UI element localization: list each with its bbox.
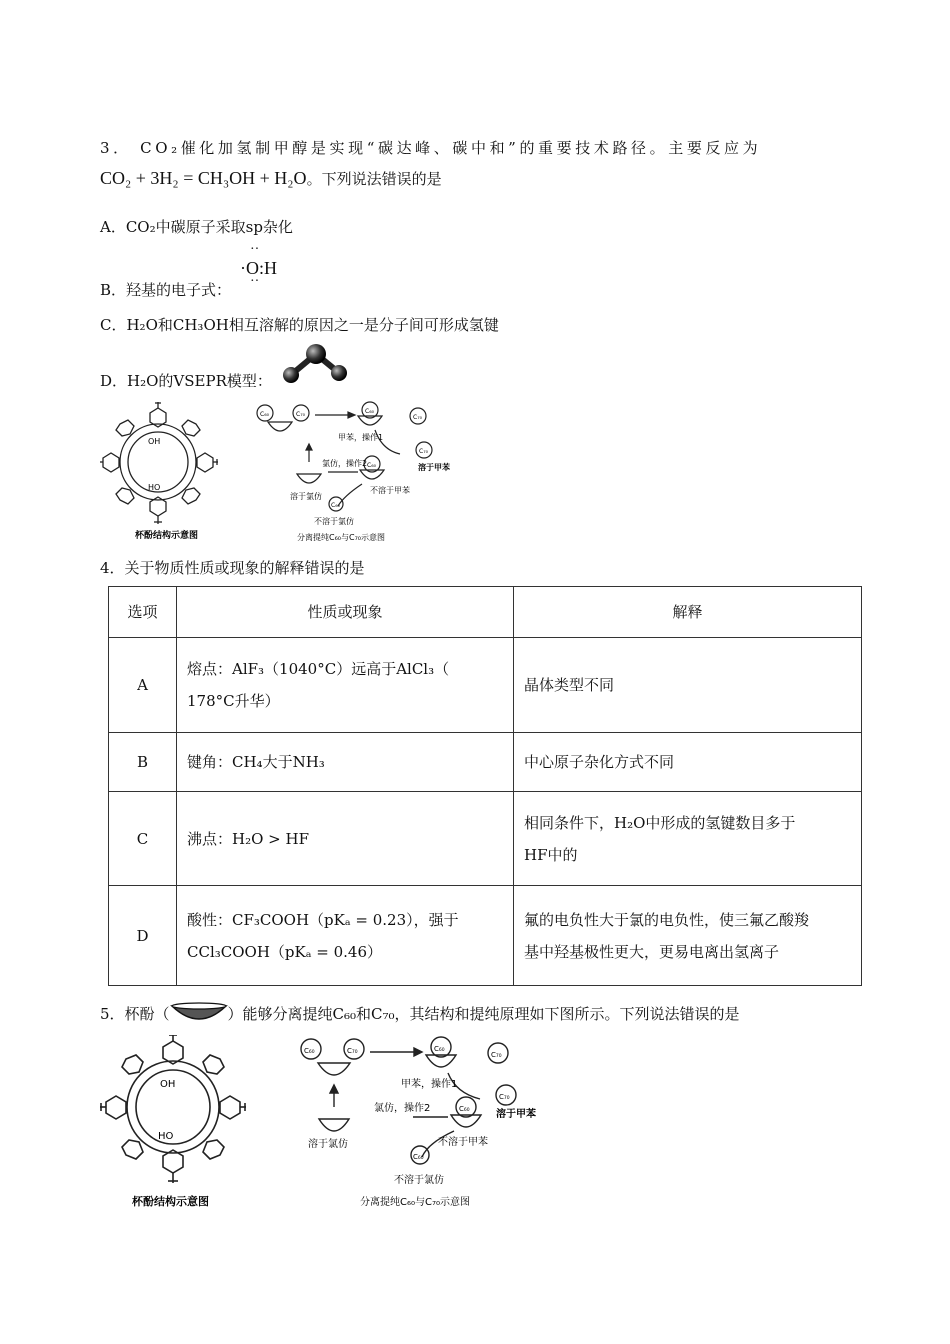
lone-pair-top-icon: ·· [250,242,260,257]
small-c60-1: C₆₀ [260,411,269,418]
figure-small [100,400,460,546]
table-header-cell: 选项 [109,587,177,638]
explanation-cell [514,638,862,733]
table-row [109,638,862,733]
large-c70-3: C₇₀ [499,1093,510,1101]
phenomenon-line: 沸点：H₂O > HF [187,829,309,848]
table-row [109,733,862,792]
large-left-caption: 杯酚结构示意图 [132,1195,209,1208]
hydroxyl-electron-formula [240,242,310,292]
q3-stem-line1: 3． CO₂催化加氢制甲醇是实现“碳达峰、碳中和”的重要技术路径。主要反应为 [100,139,762,157]
phenomenon-cell [177,638,514,733]
small-label-toluene-op1: 甲苯，操作1 [338,433,384,442]
large-label-insoluble-chloroform: 不溶于氯仿 [394,1175,444,1186]
explanation-line: 中心原子杂化方式不同 [524,753,675,771]
explanation-cell [514,792,862,886]
explanation-cell [514,886,862,986]
explanation-line: HF中的 [524,845,578,864]
explanation-line: 晶体类型不同 [524,676,615,694]
phenomenon-cell [177,792,514,886]
q5-stem [100,1002,740,1024]
large-right-caption: 分离提纯C₆₀与C₇₀示意图 [360,1197,470,1208]
calix-bowl-icon [170,1002,228,1022]
option-cell: A [109,638,177,733]
small-c70-3: C₇₀ [419,448,428,455]
q3-option-b: B．羟基的电子式： [100,281,232,299]
large-label-chloroform-op2: 氯仿，操作2 [374,1103,431,1114]
ho-label: HO [158,1131,174,1142]
hydroxyl-formula-text: ·O:H [240,258,277,278]
small-label-dissolve-chloroform: 溶于氯仿 [290,492,322,501]
large-c60-3: C₆₀ [459,1105,470,1113]
vsepr-model-icon [280,342,352,386]
explanation-line: 氟的电负性大于氯的电负性，使三氟乙酸羧 [524,910,810,929]
q3-stem-tail: 。下列说法错误的是 [306,170,442,188]
figure-large [98,1035,558,1215]
phenomenon-line: CCl₃COOH（pKₐ = 0.46） [187,942,383,961]
q4-table [108,586,862,986]
explanation-cell [514,733,862,792]
lone-pair-bottom-icon: ·· [250,274,260,289]
small-c60-4: C₆₀ [331,502,340,509]
large-label-dissolve-toluene: 溶于甲苯 [496,1109,536,1120]
small-label-dissolve-toluene: 溶于甲苯 [418,463,450,472]
ho-label: HO [148,483,161,492]
option-cell: D [109,886,177,986]
large-c60-4: C₆₀ [413,1153,424,1161]
small-right-caption: 分离提纯C₆₀与C₇₀示意图 [297,533,385,542]
large-c60-2: C₆₀ [434,1045,445,1053]
calixarene-structure-large-icon [100,1035,246,1183]
large-c70-2: C₇₀ [491,1051,502,1059]
q3-option-a: A．CO₂中碳原子采取sp杂化 [100,218,293,236]
explanation-line: 基中羟基极性更大，更易电离出氢离子 [524,942,780,961]
small-c70-1: C₇₀ [296,411,305,418]
q4-stem: 4．关于物质性质或现象的解释错误的是 [100,559,365,577]
large-label-toluene-op1: 甲苯，操作1 [401,1079,458,1090]
oh-label: OH [160,1079,176,1090]
q3-stem-line2 [100,168,442,189]
large-c70-1: C₇₀ [347,1047,358,1055]
option-cell: C [109,792,177,886]
phenomenon-line: 熔点：AlF₃（1040°C）远高于AlCl₃（ [187,660,450,678]
table-header-row [109,587,862,638]
q5-stem-suffix: ）能够分离提纯C₆₀和C₇₀，其结构和提纯原理如下图所示。下列说法错误的是 [227,1005,740,1023]
large-label-dissolve-chloroform: 溶于氯仿 [308,1139,348,1150]
small-label-insoluble-toluene: 不溶于甲苯 [370,486,410,495]
large-label-insoluble-toluene: 不溶于甲苯 [438,1137,488,1148]
q5-stem-prefix: 5．杯酚（ [100,1005,170,1023]
small-label-insoluble-chloroform: 不溶于氯仿 [314,517,354,526]
phenomenon-line: 酸性：CF₃COOH（pKₐ = 0.23），强于 [187,910,459,929]
oh-label: OH [148,437,161,446]
calixarene-structure-icon [100,402,218,524]
table-header-cell: 解释 [514,587,862,638]
explanation-line: 相同条件下，H₂O中形成的氢键数目多于 [524,813,796,832]
option-cell: B [109,733,177,792]
phenomenon-line: 键角：CH₄大于NH₃ [187,753,325,771]
phenomenon-cell [177,733,514,792]
table-row [109,792,862,886]
small-c70-2: C₇₀ [413,414,422,421]
q3-option-d: D．H₂O的VSEPR模型： [100,372,272,390]
phenomenon-cell [177,886,514,986]
phenomenon-line: 178°C升华） [187,692,280,710]
table-row [109,886,862,986]
small-c60-2: C₆₀ [365,408,374,415]
q3-option-c: C．H₂O和CH₃OH相互溶解的原因之一是分子间可形成氢键 [100,316,499,334]
q3-equation: CO₂ + 3H₂ = CH₃OH + H₂O [100,168,307,188]
small-c60-3: C₆₀ [367,462,376,469]
small-left-caption: 杯酚结构示意图 [135,531,199,541]
table-header-cell: 性质或现象 [177,587,514,638]
large-c60-1: C₆₀ [304,1047,315,1055]
small-label-chloroform-op2: 氯仿，操作2 [322,459,368,468]
